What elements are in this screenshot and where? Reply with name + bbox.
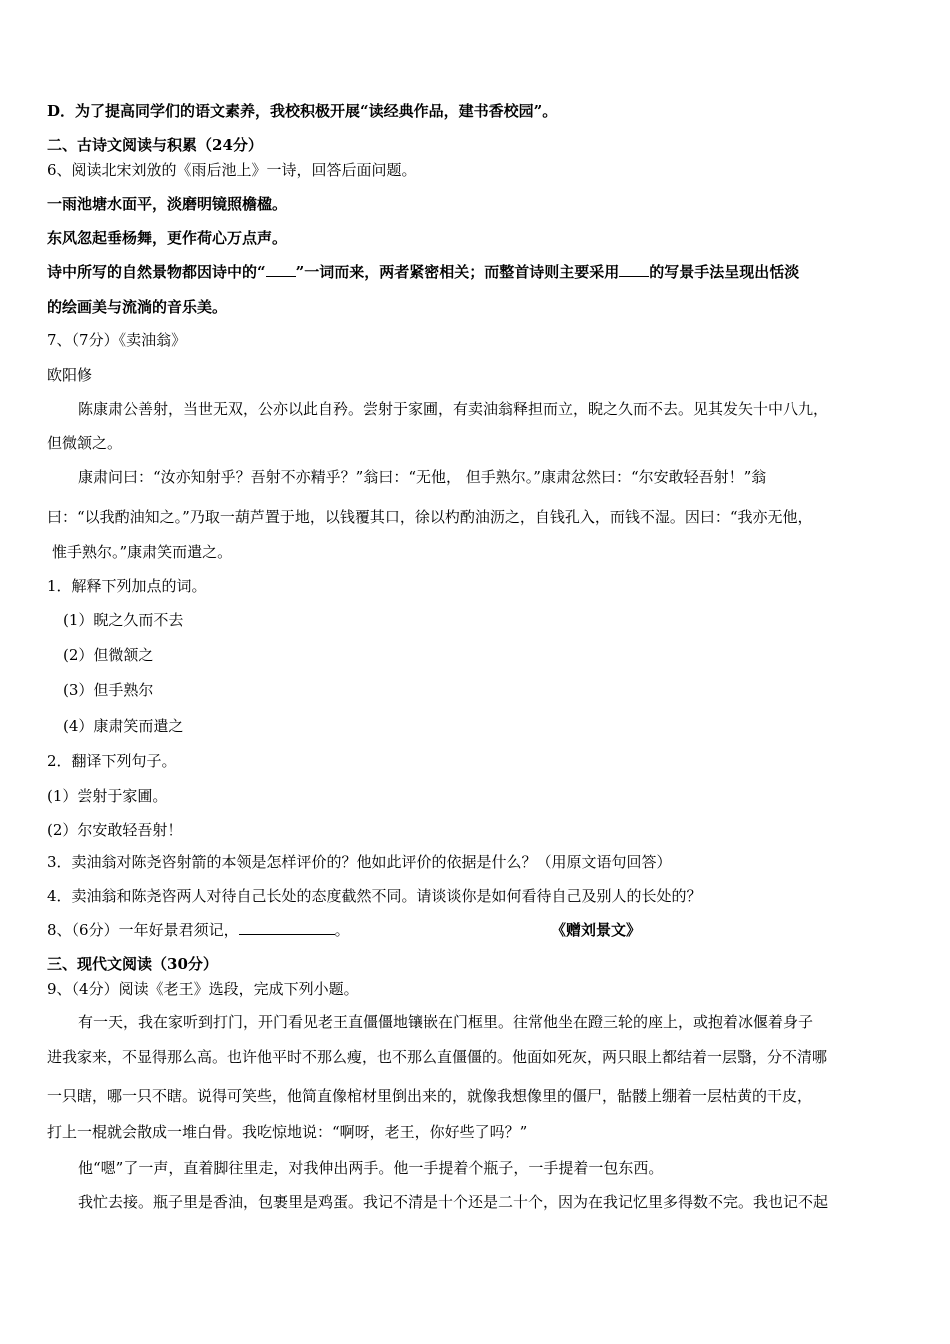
q7-sub-2: 2．翻译下列句子。 <box>47 752 177 770</box>
q7-sub-1-b: (2）但微颔之 <box>63 646 154 664</box>
answer-blank-2[interactable] <box>619 262 649 277</box>
passage-9-para2: 他“嗯”了一声，直着脚往里走，对我伸出两手。他一手提着个瓶子，一手提着一包东西。 <box>78 1159 664 1177</box>
passage-9-para3: 我忙去接。瓶子里是香油，包裹里是鸡蛋。我记不清是十个还是二十个，因为在我记忆里多得数不完。我也记不起 <box>78 1193 829 1211</box>
q7-sub-1-a: (1）睨之久而不去 <box>63 611 184 629</box>
question-6-question-cont: 的绘画美与流淌的音乐美。 <box>47 298 228 316</box>
q6-text-part2: ”一词而来，两者紧密相关；而整首诗则主要采用 <box>295 263 620 281</box>
poem-line-2: 东风忽起垂杨舞，更作荷心万点声。 <box>47 229 288 247</box>
q7-sub-1: 1．解释下列加点的词。 <box>47 577 207 595</box>
section-2-title: 二、古诗文阅读与积累（24分） <box>47 136 263 154</box>
passage-7-para1-line2: 但微颔之。 <box>47 434 123 452</box>
q7-sub-2-b: (2）尔安敢轻吾射！ <box>47 821 183 839</box>
passage-9-para1-line1: 有一天，我在家听到打门，开门看见老王直僵僵地镶嵌在门框里。往常他坐在蹬三轮的座上，或抱着冰偃着身子 <box>78 1013 814 1031</box>
poem-line-1: 一雨池塘水面平，淡磨明镜照檐楹。 <box>47 195 288 213</box>
q7-sub-1-d: (4）康肃笑而遣之 <box>63 717 184 735</box>
question-6-question <box>47 262 799 282</box>
question-8-source: 《赠刘景文》 <box>551 921 642 939</box>
passage-7-para1-line1: 陈康肃公善射，当世无双，公亦以此自矜。尝射于家圃，有卖油翁释担而立，睨之久而不去。见其发矢十中八九， <box>78 400 829 418</box>
question-7-author: 欧阳修 <box>47 366 93 384</box>
q7-sub-3: 3．卖油翁对陈尧咨射箭的本领是怎样评价的？他如此评价的依据是什么？（用原文语句回答） <box>47 853 672 871</box>
q7-sub-1-c: (3）但手熟尔 <box>63 681 154 699</box>
passage-9-para1-line3: 一只瞎，哪一只不瞎。说得可笑些，他简直像棺材里倒出来的，就像我想像里的僵尸，骷髅上绷着一层枯黄的干皮， <box>47 1087 813 1105</box>
answer-blank-1[interactable] <box>266 262 296 277</box>
passage-9-para1-line4: 打上一棍就会散成一堆白骨。我吃惊地说：“啊呀，老王，你好些了吗？” <box>47 1123 528 1141</box>
section-3-title: 三、现代文阅读（30分） <box>47 955 218 973</box>
passage-7-para2-line3: 惟手熟尔。”康肃笑而遣之。 <box>52 543 233 561</box>
passage-7-para2-line2: 曰：“以我酌油知之。”乃取一葫芦置于地，以钱覆其口，徐以杓酌油沥之，自钱孔入，而钱不湿。因曰：“我亦无他， <box>47 508 813 526</box>
answer-blank-q8[interactable] <box>239 920 335 935</box>
q6-text-part1: 诗中所写的自然景物都因诗中的“ <box>47 263 266 281</box>
passage-7-para2-line1: 康肃问曰：“汝亦知射乎？吾射不亦精乎？”翁曰：“无他， 但手熟尔。”康肃忿然曰：“尔安敢轻吾射！”翁 <box>78 468 767 486</box>
question-9-prompt: 9、（4分）阅读《老王》选段，完成下列小题。 <box>47 980 359 998</box>
question-8 <box>47 920 350 940</box>
q8-text-part1: 8、（6分）一年好景君须记， <box>47 921 239 939</box>
q6-text-part3: 的写景手法呈现出恬淡 <box>649 263 800 281</box>
q7-sub-2-a: (1）尝射于家圃。 <box>47 787 168 805</box>
option-d: D．为了提高同学们的语文素养，我校积极开展“读经典作品，建书香校园”。 <box>47 102 558 120</box>
passage-9-para1-line2: 进我家来，不显得那么高。也许他平时不那么瘦，也不那么直僵僵的。他面如死灰，两只眼上都结着一层翳，分不清哪 <box>47 1048 828 1066</box>
q8-text-part2: 。 <box>334 921 350 939</box>
question-7-title: 7、（7分）《卖油翁》 <box>47 331 187 349</box>
q7-sub-4: 4．卖油翁和陈尧咨两人对待自己长处的态度截然不同。请谈谈你是如何看待自己及别人的长处的？ <box>47 887 702 905</box>
question-6-prompt: 6、阅读北宋刘攽的《雨后池上》一诗，回答后面问题。 <box>47 161 417 179</box>
